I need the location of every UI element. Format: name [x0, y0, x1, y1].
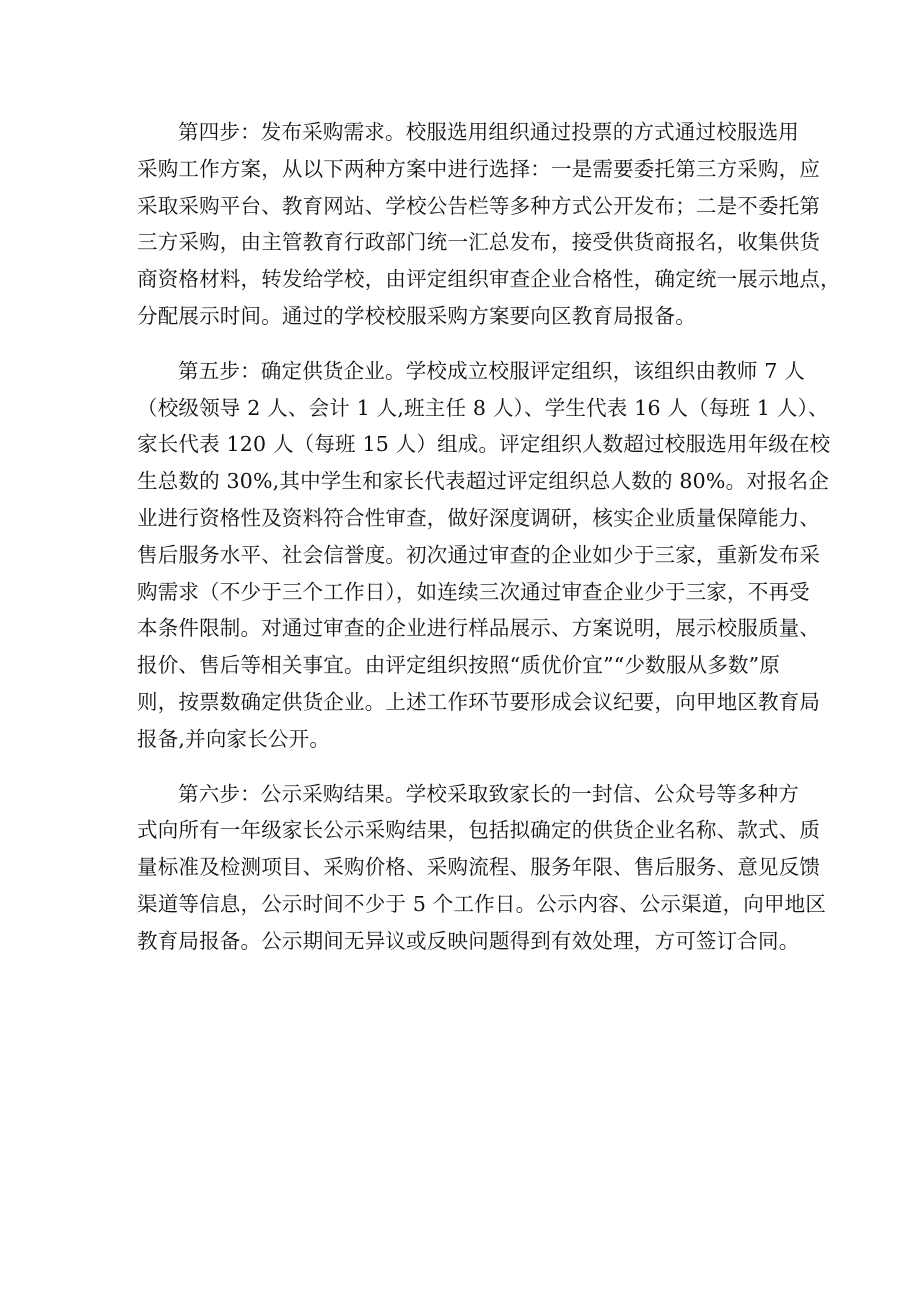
text-line: 商资格材料，转发给学校，由评定组织审查企业合格性，确定统一展示地点，: [137, 267, 841, 292]
text-line: 式向所有一年级家长公示采购结果，包括拟确定的供货企业名称、款式、质: [137, 818, 821, 843]
text-line: 生总数的 30%,其中学生和家长代表超过评定组织总人数的 80%。对报名企: [137, 469, 830, 494]
text-line: 分配展示时间。通过的学校校服采购方案要向区教育局报备。: [137, 303, 696, 328]
text-line: 售后服务水平、社会信誉度。初次通过审查的企业如少于三家，重新发布采: [137, 542, 821, 567]
paragraph-step-six: [137, 776, 827, 960]
text-line: 采购工作方案，从以下两种方案中进行选择：一是需要委托第三方采购，应: [137, 156, 821, 181]
text-line: 渠道等信息，公示时间不少于 5 个工作日。公示内容、公示渠道，向甲地区: [137, 891, 827, 916]
text-line: 本条件限制。对通过审查的企业进行样品展示、方案说明，展示校服质量、: [137, 616, 821, 641]
text-line: 业进行资格性及资料符合性审查，做好深度调研，核实企业质量保障能力、: [137, 505, 821, 530]
paragraph-step-five: [137, 353, 831, 758]
text-line: 第六步：公示采购结果。学校采取致家长的一封信、公众号等多种方: [178, 781, 799, 806]
text-line: 报备,并向家长公开。: [137, 726, 331, 751]
text-line: 报价、售后等相关事宜。由评定组织按照“质优价宜”“少数服从多数”原: [137, 653, 781, 678]
text-line: 第四步：发布采购需求。校服选用组织通过投票的方式通过校服选用: [178, 120, 799, 144]
text-line: 第五步：确定供货企业。学校成立校服评定组织，该组织由教师 7 人: [178, 358, 805, 383]
paragraph-step-four: [137, 114, 841, 335]
text-line: （校级领导 2 人、会计 1 人,班主任 8 人）、学生代表 16 人（每班 1 人）、: [137, 395, 829, 420]
text-line: 教育局报备。公示期间无异议或反映问题得到有效处理，方可签订合同。: [137, 928, 800, 953]
text-line: 购需求（不少于三个工作日），如连续三次通过审查企业少于三家，不再受: [137, 579, 810, 604]
text-line: 采取采购平台、教育网站、学校公告栏等多种方式公开发布；二是不委托第: [137, 193, 821, 218]
text-line: 家长代表 120 人（每班 15 人）组成。评定组织人数超过校服选用年级在校: [137, 432, 831, 457]
text-line: 量标准及检测项目、采购价格、采购流程、服务年限、售后服务、意见反馈: [137, 855, 821, 880]
text-line: 三方采购，由主管教育行政部门统一汇总发布，接受供货商报名，收集供货: [137, 230, 821, 255]
document-body: [137, 114, 841, 978]
text-line: 则，按票数确定供货企业。上述工作环节要形成会议纪要，向甲地区教育局: [137, 689, 821, 714]
